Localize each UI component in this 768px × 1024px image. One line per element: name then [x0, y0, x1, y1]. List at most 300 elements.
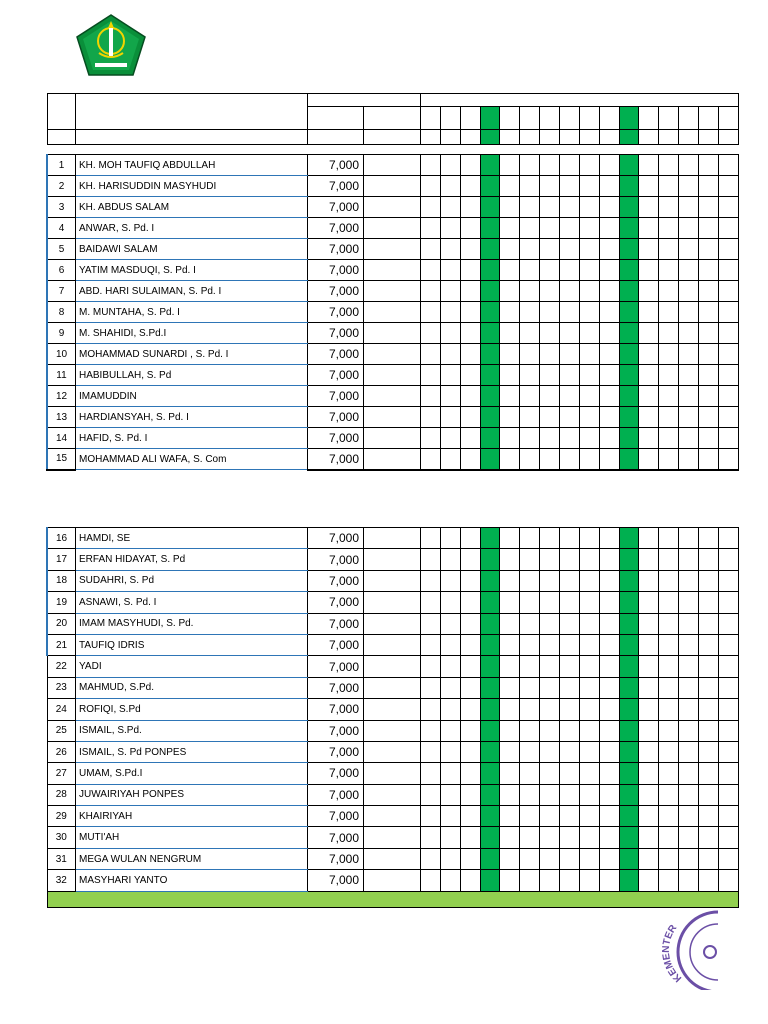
amount-value: 7,000: [308, 218, 364, 239]
day-cell: [679, 130, 699, 145]
day-cell: [461, 741, 481, 762]
day-cell: [421, 407, 441, 428]
header-days-group: [421, 94, 739, 107]
day-cell: [560, 197, 580, 218]
day-cell: [500, 592, 520, 613]
day-cell: [500, 260, 520, 281]
day-cell: [679, 613, 699, 634]
day-cell: [520, 323, 540, 344]
day-cell: [520, 677, 540, 698]
amount-value: 7,000: [308, 677, 364, 698]
day-cell: [421, 302, 441, 323]
day-cell: [580, 634, 600, 655]
day-cell: [639, 130, 659, 145]
day-cell: [600, 239, 620, 260]
day-cell: [719, 592, 739, 613]
row-number: 23: [47, 677, 76, 698]
day-cell: [500, 827, 520, 848]
day-cell: [520, 218, 540, 239]
day-cell: [441, 848, 461, 869]
day-cell: [580, 281, 600, 302]
day-cell: [520, 570, 540, 591]
day-cell: [540, 741, 560, 762]
attendance-table-bottom: [46, 527, 739, 908]
day-cell: [639, 570, 659, 591]
day-cell: [461, 699, 481, 720]
day-cell: [679, 806, 699, 827]
amount-value: 7,000: [308, 323, 364, 344]
person-name: KH. MOH TAUFIQ ABDULLAH: [76, 155, 308, 176]
amount-value: 7,000: [308, 549, 364, 570]
day-cell: [441, 656, 461, 677]
day-cell: [461, 549, 481, 570]
day-cell: [421, 806, 441, 827]
day-cell: [500, 528, 520, 549]
day-cell: [699, 386, 719, 407]
amount-value: 7,000: [308, 449, 364, 470]
header-row: [47, 130, 739, 145]
day-cell: [719, 549, 739, 570]
day-cell: [639, 107, 659, 130]
day-cell: [481, 592, 500, 613]
day-cell: [659, 763, 679, 784]
day-cell: [441, 449, 461, 470]
day-cell: [699, 613, 719, 634]
day-cell: [679, 365, 699, 386]
remark-cell: [364, 344, 421, 365]
remark-cell: [364, 570, 421, 591]
day-cell: [659, 302, 679, 323]
day-cell: [481, 677, 500, 698]
person-name: ASNAWI, S. Pd. I: [76, 592, 308, 613]
day-cell: [520, 344, 540, 365]
day-cell: [481, 549, 500, 570]
day-cell: [699, 218, 719, 239]
day-cell: [540, 386, 560, 407]
day-cell: [600, 428, 620, 449]
day-cell: [620, 848, 639, 869]
day-cell: [620, 528, 639, 549]
day-cell: [441, 218, 461, 239]
day-cell: [719, 407, 739, 428]
day-cell: [441, 784, 461, 805]
day-cell: [500, 784, 520, 805]
amount-value: 7,000: [308, 407, 364, 428]
day-cell: [659, 784, 679, 805]
day-cell: [441, 107, 461, 130]
amount-value: 7,000: [308, 239, 364, 260]
day-cell: [560, 634, 580, 655]
total-row: [47, 891, 739, 907]
amount-value: 7,000: [308, 260, 364, 281]
svg-text:KEMENTER: [661, 922, 684, 983]
day-cell: [719, 218, 739, 239]
day-cell: [620, 592, 639, 613]
person-name: KH. HARISUDDIN MASYHUDI: [76, 176, 308, 197]
day-cell: [481, 107, 500, 130]
person-name: MOHAMMAD SUNARDI , S. Pd. I: [76, 344, 308, 365]
day-cell: [520, 386, 540, 407]
day-cell: [699, 656, 719, 677]
day-cell: [540, 763, 560, 784]
remark-cell: [364, 592, 421, 613]
remark-cell: [364, 741, 421, 762]
day-cell: [699, 720, 719, 741]
day-cell: [461, 281, 481, 302]
day-cell: [699, 176, 719, 197]
day-cell: [600, 634, 620, 655]
day-cell: [679, 634, 699, 655]
person-name: IMAM MASYHUDI, S. Pd.: [76, 613, 308, 634]
day-cell: [481, 323, 500, 344]
day-cell: [481, 806, 500, 827]
day-cell: [560, 176, 580, 197]
day-cell: [540, 827, 560, 848]
day-cell: [679, 107, 699, 130]
day-cell: [659, 677, 679, 698]
day-cell: [500, 806, 520, 827]
day-cell: [580, 592, 600, 613]
day-cell: [500, 699, 520, 720]
day-cell: [679, 741, 699, 762]
day-cell: [441, 386, 461, 407]
day-cell: [421, 720, 441, 741]
remark-cell: [364, 407, 421, 428]
day-cell: [560, 870, 580, 891]
day-cell: [659, 613, 679, 634]
person-name: M. MUNTAHA, S. Pd. I: [76, 302, 308, 323]
day-cell: [580, 197, 600, 218]
spacer-cell: [47, 145, 739, 155]
day-cell: [659, 699, 679, 720]
day-cell: [679, 176, 699, 197]
day-cell: [500, 239, 520, 260]
day-cell: [719, 720, 739, 741]
day-cell: [461, 365, 481, 386]
day-cell: [520, 806, 540, 827]
day-cell: [461, 870, 481, 891]
amount-value: 7,000: [308, 281, 364, 302]
day-cell: [679, 656, 699, 677]
day-cell: [421, 870, 441, 891]
day-cell: [520, 699, 540, 720]
day-cell: [421, 386, 441, 407]
day-cell: [639, 848, 659, 869]
day-cell: [520, 870, 540, 891]
day-cell: [659, 634, 679, 655]
day-cell: [421, 428, 441, 449]
day-cell: [659, 870, 679, 891]
row-number: 1: [47, 155, 76, 176]
day-cell: [719, 848, 739, 869]
day-cell: [620, 239, 639, 260]
day-cell: [461, 386, 481, 407]
day-cell: [481, 218, 500, 239]
day-cell: [719, 281, 739, 302]
day-cell: [620, 549, 639, 570]
day-cell: [719, 344, 739, 365]
day-cell: [639, 592, 659, 613]
amount-value: 7,000: [308, 848, 364, 869]
day-cell: [600, 613, 620, 634]
day-cell: [560, 107, 580, 130]
row-number: 9: [47, 323, 76, 344]
day-cell: [500, 870, 520, 891]
day-cell: [580, 613, 600, 634]
day-cell: [699, 428, 719, 449]
day-cell: [699, 699, 719, 720]
remark-cell: [364, 302, 421, 323]
day-cell: [540, 176, 560, 197]
day-cell: [481, 613, 500, 634]
day-cell: [600, 302, 620, 323]
day-cell: [481, 634, 500, 655]
day-cell: [659, 155, 679, 176]
day-cell: [461, 218, 481, 239]
day-cell: [580, 155, 600, 176]
day-cell: [441, 677, 461, 698]
day-cell: [639, 218, 659, 239]
day-cell: [441, 699, 461, 720]
day-cell: [699, 870, 719, 891]
day-cell: [481, 428, 500, 449]
person-name: MEGA WULAN NENGRUM: [76, 848, 308, 869]
day-cell: [719, 365, 739, 386]
day-cell: [620, 302, 639, 323]
day-cell: [600, 197, 620, 218]
day-cell: [639, 549, 659, 570]
day-cell: [461, 344, 481, 365]
day-cell: [679, 827, 699, 848]
remark-cell: [364, 197, 421, 218]
day-cell: [441, 197, 461, 218]
table-row: [47, 449, 739, 470]
day-cell: [481, 386, 500, 407]
day-cell: [580, 720, 600, 741]
day-cell: [560, 239, 580, 260]
day-cell: [540, 302, 560, 323]
day-cell: [639, 407, 659, 428]
day-cell: [659, 570, 679, 591]
amount-value: 7,000: [308, 176, 364, 197]
day-cell: [441, 870, 461, 891]
day-cell: [580, 386, 600, 407]
day-cell: [421, 344, 441, 365]
day-cell: [679, 763, 699, 784]
day-cell: [659, 428, 679, 449]
day-cell: [719, 656, 739, 677]
day-cell: [580, 323, 600, 344]
day-cell: [639, 784, 659, 805]
day-cell: [540, 407, 560, 428]
day-cell: [620, 784, 639, 805]
row-number: 30: [47, 827, 76, 848]
day-cell: [580, 302, 600, 323]
day-cell: [500, 720, 520, 741]
table-row: [47, 218, 739, 239]
day-cell: [679, 386, 699, 407]
day-cell: [620, 656, 639, 677]
day-cell: [699, 528, 719, 549]
day-cell: [679, 449, 699, 470]
day-cell: [481, 365, 500, 386]
day-cell: [421, 677, 441, 698]
table-row: [47, 784, 739, 805]
day-cell: [520, 155, 540, 176]
day-cell: [600, 677, 620, 698]
day-cell: [560, 528, 580, 549]
table-row: [47, 260, 739, 281]
day-cell: [659, 720, 679, 741]
row-number: 16: [47, 528, 76, 549]
day-cell: [580, 806, 600, 827]
day-cell: [421, 197, 441, 218]
day-cell: [659, 344, 679, 365]
remark-cell: [364, 428, 421, 449]
day-cell: [719, 130, 739, 145]
day-cell: [421, 634, 441, 655]
day-cell: [699, 344, 719, 365]
day-cell: [540, 218, 560, 239]
day-cell: [461, 720, 481, 741]
day-cell: [500, 365, 520, 386]
day-cell: [560, 260, 580, 281]
person-name: SUDAHRI, S. Pd: [76, 570, 308, 591]
amount-value: 7,000: [308, 302, 364, 323]
day-cell: [481, 848, 500, 869]
table-row: [47, 720, 739, 741]
day-cell: [421, 784, 441, 805]
day-cell: [421, 570, 441, 591]
day-cell: [600, 848, 620, 869]
day-cell: [659, 239, 679, 260]
day-cell: [679, 784, 699, 805]
table-row: [47, 428, 739, 449]
row-number: 26: [47, 741, 76, 762]
amount-value: 7,000: [308, 528, 364, 549]
day-cell: [540, 677, 560, 698]
day-cell: [620, 634, 639, 655]
day-cell: [441, 570, 461, 591]
day-cell: [421, 155, 441, 176]
day-cell: [421, 592, 441, 613]
table-row: [47, 365, 739, 386]
day-cell: [639, 197, 659, 218]
person-name: TAUFIQ IDRIS: [76, 634, 308, 655]
day-cell: [699, 763, 719, 784]
row-number: 28: [47, 784, 76, 805]
amount-value: 7,000: [308, 613, 364, 634]
day-cell: [679, 260, 699, 281]
day-cell: [520, 449, 540, 470]
day-cell: [500, 107, 520, 130]
remark-cell: [364, 365, 421, 386]
day-cell: [719, 784, 739, 805]
day-cell: [421, 130, 441, 145]
day-cell: [520, 592, 540, 613]
day-cell: [659, 827, 679, 848]
day-cell: [679, 720, 699, 741]
total-fill-bar: [47, 891, 739, 907]
row-number: 24: [47, 699, 76, 720]
day-cell: [560, 386, 580, 407]
day-cell: [659, 218, 679, 239]
person-name: ABD. HARI SULAIMAN, S. Pd. I: [76, 281, 308, 302]
person-name: HABIBULLAH, S. Pd: [76, 365, 308, 386]
remark-cell: [364, 677, 421, 698]
day-cell: [639, 155, 659, 176]
day-cell: [639, 870, 659, 891]
day-cell: [520, 613, 540, 634]
day-cell: [520, 260, 540, 281]
table-row: [47, 323, 739, 344]
day-cell: [679, 281, 699, 302]
day-cell: [719, 570, 739, 591]
row-number: 7: [47, 281, 76, 302]
day-cell: [540, 260, 560, 281]
day-cell: [461, 323, 481, 344]
day-cell: [659, 449, 679, 470]
day-cell: [481, 699, 500, 720]
day-cell: [441, 592, 461, 613]
table-row: [47, 699, 739, 720]
row-number: 12: [47, 386, 76, 407]
day-cell: [540, 281, 560, 302]
day-cell: [540, 870, 560, 891]
day-cell: [461, 784, 481, 805]
row-number: 27: [47, 763, 76, 784]
day-cell: [461, 613, 481, 634]
person-name: KH. ABDUS SALAM: [76, 197, 308, 218]
day-cell: [719, 449, 739, 470]
table-row: [47, 848, 739, 869]
day-cell: [659, 365, 679, 386]
day-cell: [520, 428, 540, 449]
day-cell: [441, 302, 461, 323]
amount-value: 7,000: [308, 870, 364, 891]
table-row: [47, 570, 739, 591]
day-cell: [679, 197, 699, 218]
remark-cell: [364, 260, 421, 281]
day-cell: [639, 741, 659, 762]
day-cell: [481, 827, 500, 848]
day-cell: [520, 176, 540, 197]
day-cell: [441, 827, 461, 848]
header-amount-group: [308, 94, 421, 107]
day-cell: [580, 741, 600, 762]
day-cell: [481, 239, 500, 260]
day-cell: [699, 260, 719, 281]
day-cell: [540, 323, 560, 344]
blank-cell: [76, 130, 308, 145]
day-cell: [679, 592, 699, 613]
day-cell: [560, 344, 580, 365]
day-cell: [600, 260, 620, 281]
amount-value: 7,000: [308, 656, 364, 677]
day-cell: [580, 176, 600, 197]
person-name: YADI: [76, 656, 308, 677]
day-cell: [639, 281, 659, 302]
day-cell: [500, 386, 520, 407]
person-name: BAIDAWI SALAM: [76, 239, 308, 260]
day-cell: [679, 528, 699, 549]
day-cell: [600, 720, 620, 741]
day-cell: [639, 677, 659, 698]
day-cell: [699, 592, 719, 613]
row-number: 3: [47, 197, 76, 218]
person-name: YATIM MASDUQI, S. Pd. I: [76, 260, 308, 281]
person-name: HARDIANSYAH, S. Pd. I: [76, 407, 308, 428]
